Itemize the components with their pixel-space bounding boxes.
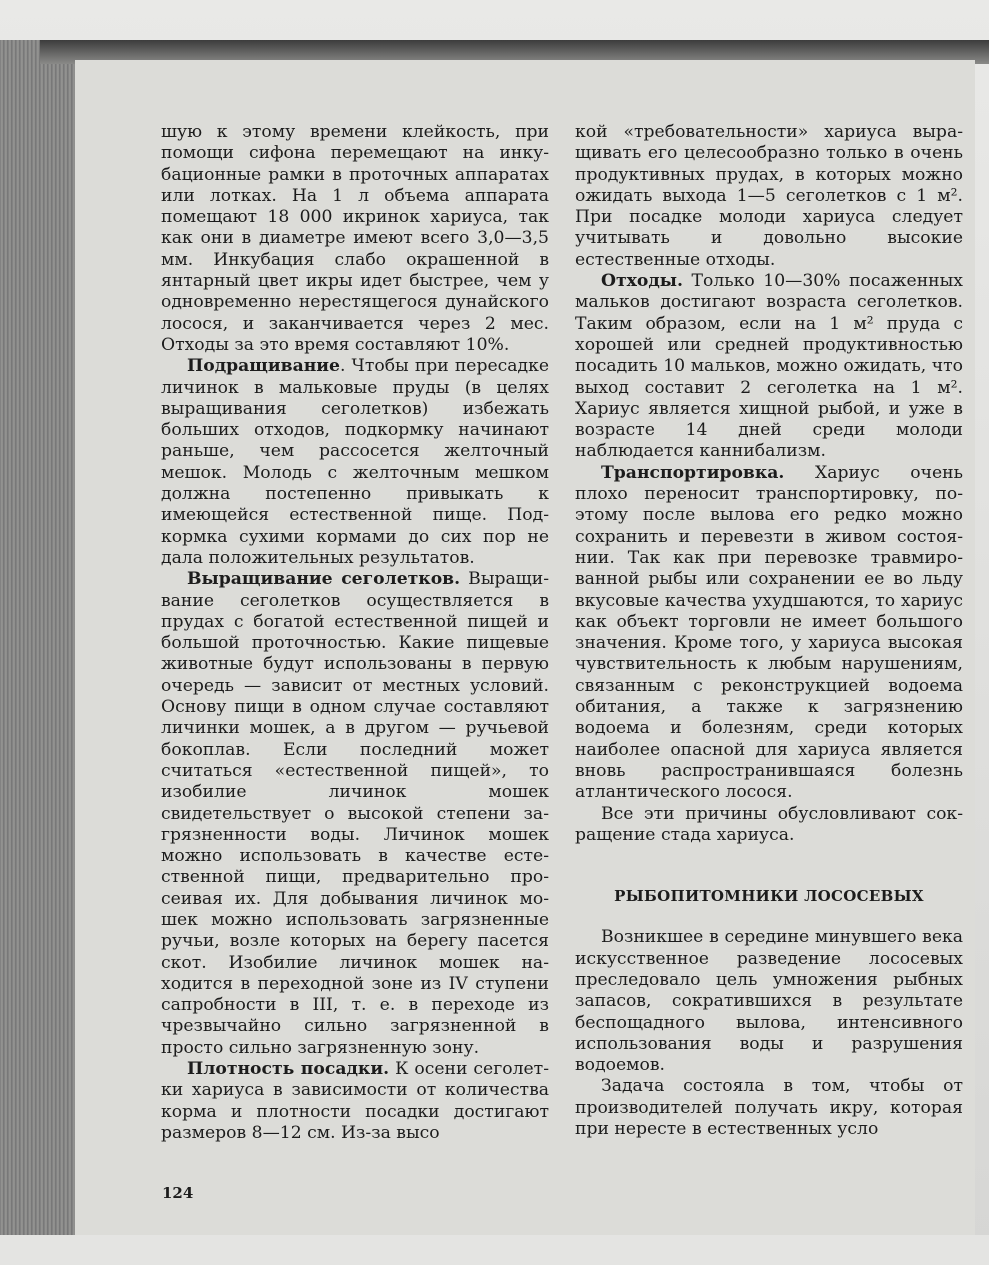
book-page-edges xyxy=(0,40,75,1265)
paragraph xyxy=(575,271,963,463)
paragraph: кой «требовательности» хариуса выращивать его целесообразно только в очень продуктивных прудах, в которых можно ожидать выхода 1—5 сеголетков с 1 м². При посадке молоди хариуса следует учитывать и довольно высокие естественные отходы. xyxy=(575,122,963,270)
paragraph xyxy=(161,569,549,1059)
paragraph-title: Выращивание сеголетков. xyxy=(187,569,461,590)
paragraph: Задача состояла в том, чтобы от производителей получать икру, которая при нересте в естественных усло xyxy=(575,1076,963,1140)
left-text-column xyxy=(161,122,549,1144)
scan-bottom-margin xyxy=(0,1235,989,1265)
paragraph-title: Отходы. xyxy=(601,271,684,292)
paragraph-text: К осени сеголетки хариуса в зависимости от количества корма и плотности посадки достигают размеров 8—12 см. Из-за высо xyxy=(161,1059,549,1143)
paragraph-text: . Чтобы при пересадке личинок в мальковые пруды (в целях выращивания сеголетков) избежать больших отходов, подкормку начинают раньше, чем рассосется желточный мешок. Молодь с желточным мешком должна постепенно привыкать к имеющейся естественной пище. Подкормка сухими кормами до сих пор не дала положительных результатов. xyxy=(161,356,549,568)
paragraph-text: Только 10—30% посаженных мальков достигают возраста сеголетков. Таким образом, если на 1 м² пруда с хорошей или средней продуктивностью посадить 10 мальков, можно ожидать, что выход составит 2 сеголетка на 1 м². Хариус является хищной рыбой, и уже в возрасте 14 дней среди молоди наблюдается каннибaлизм. xyxy=(575,271,963,462)
paragraph: Возникшее в середине минувшего века искусственное разведение лососевых преследовало цель умножения рыбных запасов, сократившихся в результате беспощадного вылова, интенсивного использования воды и разрушения водоемов. xyxy=(575,927,963,1076)
paragraph-text: Выращивание сеголетков осуществляется в прудах с богатой естественной пищей и большой проточностью. Какие пищевые животные будут использованы в первую очередь — зависит от местных условий. Основу пищи в одном случае составляют личинки мошек, а в другом — ручьевой бокоплав. Если последний может считаться «естественной пищей», то изобилие личинок мошек свидетельствует о высокой степени загрязненности воды. Личинок мошек можно использовать в качестве естественной пищи, предварительно просеивая их. Для добывания личинок мошек можно использовать загрязненные ручьи, возле которых на берегу пасется скот. Изобилие личинок мошек находится в переходной зоне из IV ступени сапробности в III, т. е. в переходе из чрезвычайно сильно загрязненной в просто сильно загрязненную зону. xyxy=(161,569,549,1058)
right-text-column xyxy=(575,122,963,1140)
paragraph-text: Хариус очень плохо переносит транспортировку, поэтому после вылова его редко можно сохранить и перевезти в живом состоянии. Так как при перевозке травмированной рыбы или сохранении ее во льду вкусовые качества ухудшаются, то хариус как объект торговли не имеет большого значения. Кроме того, у хариуса высокая чувствительность к любым нарушениям, связанным с реконструкцией водоема обитания, а также к загрязнению водоема и болезням, среди которых наиболее опасной для хариуса является вновь распространившаяся болезнь атлантического лосося. xyxy=(575,462,963,803)
paragraph-title: Транспортировка. xyxy=(601,462,785,483)
section-heading: РЫБОПИТОМНИКИ ЛОСОСЕВЫХ xyxy=(614,887,924,906)
page-number: 124 xyxy=(162,1184,194,1202)
paragraph: Все эти причины обусловливают сокращение стада хариуса. xyxy=(575,803,963,845)
paragraph xyxy=(161,1059,549,1144)
paragraph: шую к этому времени клейкость, при помощи сифона перемещают на инкубационные рамки в проточных аппаратах или лотках. На 1 л объема аппарата помещают 18 000 икринок хариуса, так как они в диаметре имеют всего 3,0—3,5 мм. Инкубация слабо окрашенной в янтарный цвет икры идет быстрее, чем у одновременно нерестящегося дунайского лосося, и заканчивается через 2 мес. Отходы за это время составляют 10%. xyxy=(161,122,549,355)
paragraph-title: Плотность посадки. xyxy=(187,1059,390,1080)
paragraph xyxy=(161,356,549,569)
paragraph-title: Подращивание xyxy=(187,356,340,377)
paragraph xyxy=(575,463,963,804)
